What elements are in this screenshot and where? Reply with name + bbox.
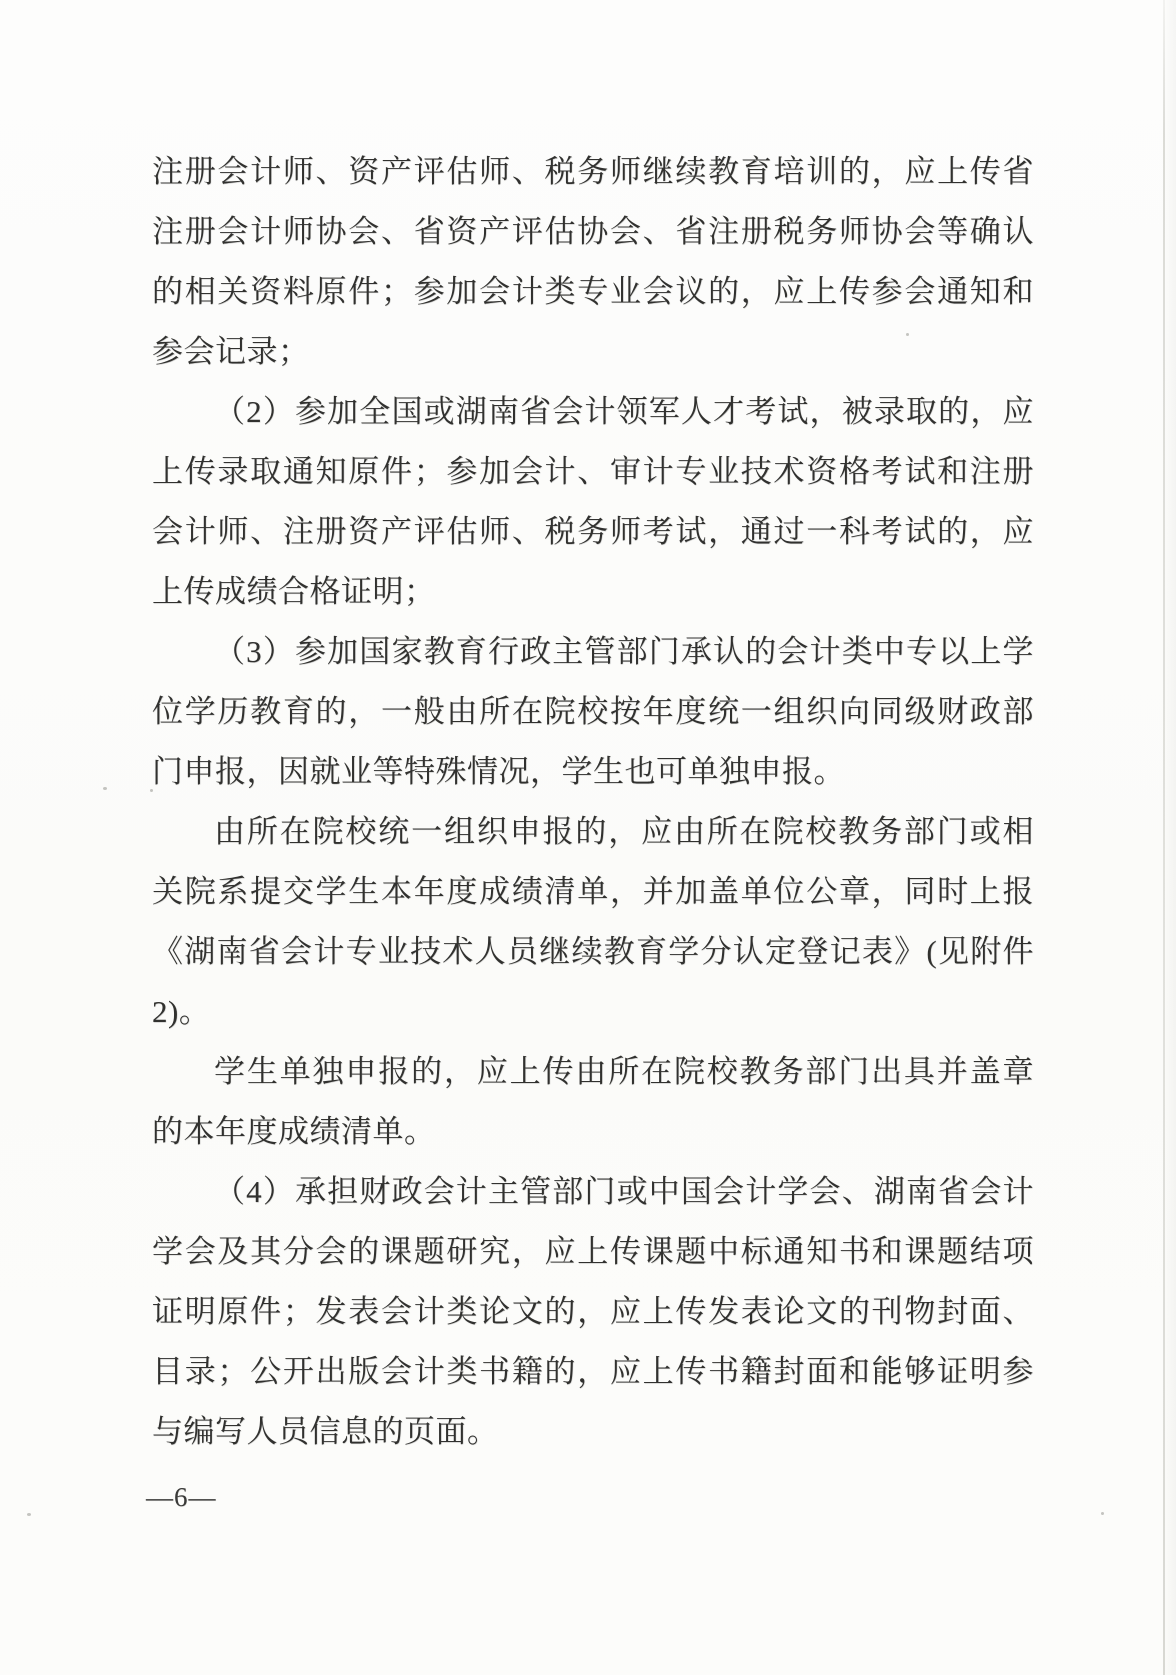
text-line: （4）承担财政会计主管部门或中国会计学会、湖南省会计 (214, 1174, 1034, 1209)
text-line: 与编写人员信息的页面。 (152, 1414, 499, 1449)
text-line: 的本年度成绩清单。 (152, 1114, 436, 1149)
text-line: 2)。 (152, 994, 211, 1029)
text-line: 会计师、注册资产评估师、税务师考试，通过一科考试的，应 (152, 514, 1034, 549)
text-line: 上传成绩合格证明； (152, 574, 436, 609)
scan-speck (1101, 1512, 1104, 1515)
text-line: 关院系提交学生本年度成绩清单，并加盖单位公章，同时上报 (152, 874, 1034, 909)
text-line: 由所在院校统一组织申报的，应由所在院校教务部门或相 (214, 814, 1034, 849)
scan-edge-shade (1163, 0, 1176, 1675)
text-line: 目录；公开出版会计类书籍的，应上传书籍封面和能够证明参 (152, 1354, 1034, 1389)
text-line: 证明原件；发表会计类论文的，应上传发表论文的刊物封面、 (152, 1294, 1034, 1329)
text-line: 的相关资料原件；参加会计类专业会议的，应上传参会通知和 (152, 274, 1034, 309)
text-line: 《湖南省会计专业技术人员继续教育学分认定登记表》(见附件 (152, 934, 1034, 969)
text-line: 学会及其分会的课题研究，应上传课题中标通知书和课题结项 (152, 1234, 1034, 1269)
scan-speck (103, 787, 107, 790)
text-line: 学生单独申报的，应上传由所在院校教务部门出具并盖章 (214, 1054, 1034, 1089)
text-line: （3）参加国家教育行政主管部门承认的会计类中专以上学 (214, 634, 1034, 669)
text-line: （2）参加全国或湖南省会计领军人才考试，被录取的，应 (214, 394, 1034, 429)
text-line: 注册会计师协会、省资产评估协会、省注册税务师协会等确认 (152, 214, 1034, 249)
page-number: —6— (146, 1482, 217, 1512)
document-body (152, 142, 1034, 1462)
scan-speck (27, 1513, 31, 1516)
scan-speck (906, 333, 909, 336)
text-line: 注册会计师、资产评估师、税务师继续教育培训的，应上传省 (152, 154, 1034, 189)
text-line: 门申报，因就业等特殊情况，学生也可单独申报。 (152, 754, 845, 789)
text-line: 位学历教育的，一般由所在院校按年度统一组织向同级财政部 (152, 694, 1034, 729)
text-line: 参会记录； (152, 334, 310, 369)
scan-speck (150, 789, 153, 792)
text-line: 上传录取通知原件；参加会计、审计专业技术资格考试和注册 (152, 454, 1034, 489)
